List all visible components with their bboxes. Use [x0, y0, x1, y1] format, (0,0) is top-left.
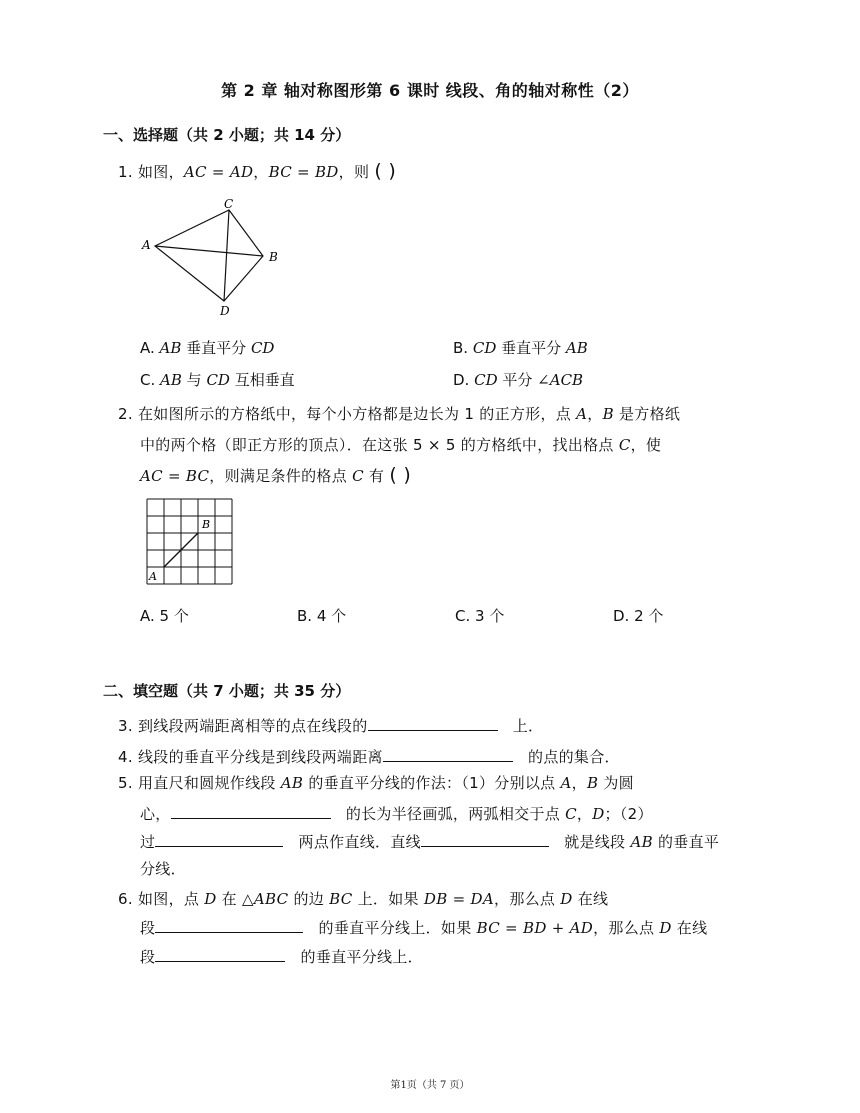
q1-option-a[interactable]: A. AB 垂直平分 CD	[140, 339, 275, 357]
q2-option-b[interactable]: B. 4 个	[297, 607, 347, 625]
page-footer: 第1页（共 7 页）	[390, 1080, 470, 1091]
label-b: B	[202, 518, 211, 531]
page-title: 第 2 章 轴对称图形第 6 课时 线段、角的轴对称性（2）	[221, 81, 639, 100]
q2-option-d[interactable]: D. 2 个	[613, 607, 664, 625]
question-6-line-2: 段 的垂直平分线上．如果 BC = BD + AD，那么点 D 在线	[140, 916, 707, 938]
answer-blank[interactable]	[368, 714, 498, 731]
q1-option-d[interactable]: D. CD 平分 ∠ACB	[453, 371, 584, 389]
q1-option-c[interactable]: C. AB 与 CD 互相垂直	[140, 371, 295, 389]
answer-blank[interactable]	[155, 916, 303, 933]
question-5-line-2: 心， 的长为半径画弧，两弧相交于点 C，D；（2）	[140, 802, 653, 824]
question-number: 4.	[118, 748, 133, 766]
question-6-line-3: 段 的垂直平分线上．	[140, 945, 423, 967]
kite-outline	[155, 210, 263, 301]
q2-option-c[interactable]: C. 3 个	[455, 607, 505, 625]
question-number: 6.	[118, 890, 133, 908]
question-2-line-3: AC = BC，则满足条件的格点 C 有 ( )	[140, 464, 412, 486]
label-c: C	[224, 197, 234, 211]
label-a: A	[149, 570, 157, 583]
q2-grid-figure	[140, 492, 240, 592]
question-number: 1.	[118, 163, 133, 181]
question-4: 4. 线段的垂直平分线是到线段两端距离 的点的集合．	[118, 745, 620, 767]
question-number: 3.	[118, 717, 133, 735]
segment-cd	[224, 210, 229, 301]
question-5: 5. 用直尺和圆规作线段 AB 的垂直平分线的作法：（1）分别以点 A，B 为圆	[118, 774, 634, 792]
label-a: A	[142, 238, 151, 252]
answer-blank[interactable]	[383, 745, 513, 762]
answer-blank[interactable]	[171, 802, 331, 819]
label-b: B	[269, 250, 278, 264]
question-2: 2. 在如图所示的方格纸中，每个小方格都是边长为 1 的正方形，点 A，B 是方格纸	[118, 405, 681, 423]
section-heading-fill: 二、填空题（共 7 小题；共 35 分）	[103, 682, 351, 700]
q1-kite-figure	[140, 195, 290, 320]
answer-parentheses[interactable]: ( )	[389, 464, 412, 486]
question-5-line-3: 过 两点作直线．直线 就是线段 AB 的垂直平	[140, 830, 719, 852]
section-heading-choice: 一、选择题（共 2 小题；共 14 分）	[103, 126, 351, 144]
label-d: D	[220, 304, 230, 318]
question-5-line-4: 分线．	[140, 860, 186, 878]
q1-option-b[interactable]: B. CD 垂直平分 AB	[453, 339, 588, 357]
question-number: 5.	[118, 774, 133, 792]
answer-blank[interactable]	[155, 945, 285, 962]
answer-blank[interactable]	[155, 830, 283, 847]
answer-parentheses[interactable]: ( )	[374, 160, 397, 182]
question-3: 3. 到线段两端距离相等的点在线段的 上．	[118, 714, 543, 736]
answer-blank[interactable]	[421, 830, 549, 847]
question-2-line-2: 中的两个格（即正方形的顶点）．在这张 5 × 5 的方格纸中，找出格点 C，使	[140, 436, 662, 454]
question-1: 1. 如图，AC = AD，BC = BD，则 ( )	[118, 160, 397, 182]
question-number: 2.	[118, 405, 133, 423]
question-6: 6. 如图，点 D 在 △ABC 的边 BC 上．如果 DB = DA，那么点 D 在线	[118, 890, 609, 908]
segment-ab	[155, 246, 263, 256]
q2-option-a[interactable]: A. 5 个	[140, 607, 189, 625]
